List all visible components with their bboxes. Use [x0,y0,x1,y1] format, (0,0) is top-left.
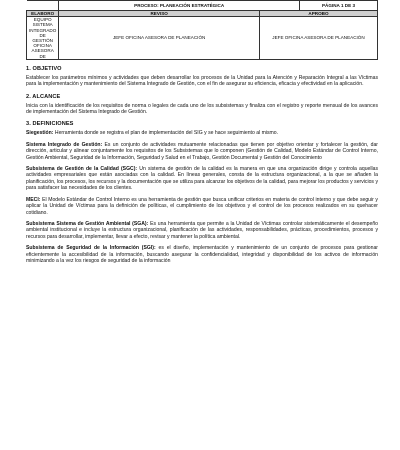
alcance-text: Inicia con la identificación de los requisitos de norma o legales de cada uno de los subsistemas y finaliza con el registro y reporte mensual de los avances de implementación del Sistema Integrado de Gestión. [26,102,378,116]
document-header-table [26,0,378,60]
definition-item [26,142,378,161]
header-blank-cell [27,1,59,11]
definition-text: Es una herramienta que permite a la Unidad de Víctimas controlar sistemáticamente el desempeño ambiental institucional e incluye la estructura organizacional, planificación de las actividades, responsabilidades, prácticas, procedimientos, procesos y recursos para desarrollar, implementar, llevar a efecto, revisar y mantener la política ambiental. [26,220,378,240]
definition-text: Herramienta donde se registra el plan de implementación del SIG y se hace seguimiento al mismo. [54,130,278,137]
document-body [26,66,378,265]
page-number: PÁGINA 1 DE 3 [300,1,378,11]
definition-item [26,245,378,264]
name-elaboro: EQUIPO SISTEMA INTEGRADO DE GESTIÓN OFICINA ASESORA DE [27,17,59,60]
section-heading-objetivo: 1. OBJETIVO [26,65,62,72]
process-title: PROCESO: PLANEACIÓN ESTRATÉGICA [59,1,300,11]
definition-term: Subsistema de Seguridad de la Información (SGI): [26,245,156,252]
objetivo-text: Establecer los parámetros mínimos y actividades que deben desarrollar los procesos de la Unidad para la Atención y Reparación Integral a las Víctimas para la implementación y mantenimiento del Sistema Integrado de Gestión, con el fin de asegurar su eficiencia, eficacia y efectividad en la aplicación. [26,74,378,88]
definition-text: El Modelo Estándar de Control Interno es una herramienta de gestión que busca unificar criterios en materia de control interno y que debe seguir y aplicar la Unidad de Víctimas para la definición de políticas, el cumplimiento de los objetivos y el control de los procesos realizados en su quehacer cotidiano. [26,196,378,216]
definition-item [26,221,378,240]
definition-text: es el diseño, implementación y mantenimiento de un conjunto de procesos para gestionar eficientemente la accesibilidad de la información, buscando asegurar la confidencialidad, integridad y disponibilidad de los activos de información minimizando a la vez los riesgos de seguridad de la información [26,245,378,264]
definition-item [26,197,378,216]
definition-term: Siegestión: [26,130,54,137]
definition-term: MECI: [26,196,41,203]
definition-item [26,166,378,192]
definition-text: Un sistema de gestión de la calidad es la manera en que una organización dirige y controla aquellas actividades empresariales que están asociadas con la calidad. En líneas generales, consta de la estructura organizacional, a la que se añaden la planificación, los procesos, los recursos y la documentación que se utiliza para alcanzar los objetivos de la calidad, para mejorar los productos y servicios y para satisfacer las necesidades de los clientes. [26,166,379,192]
definition-term: Sistema Integrado de Gestión: [26,141,103,148]
name-aprobo: JEFE OFICINA ASESORA DE PLANEACIÓN [259,17,377,60]
section-heading-alcance: 2. ALCANCE [26,93,61,100]
section-heading-definiciones: 3. DEFINICIONES [26,121,74,128]
role-elaboro: ELABORO [27,11,59,17]
role-aprobo: APROBO [259,11,377,17]
definition-term: Subsistema Sistema de Gestión Ambiental (SGA): [26,220,149,227]
definition-text: Es un conjunto de actividades mutuamente relacionadas que tienen por objetivo orientar y fortalecer la gestión, dar dirección, articular y alinear conjuntamente los requisitos de los Subsistemas que lo componen (Gestión de Calidad, Modelo Estándar de Control Interno, Gestión Ambiental, Seguridad de la Información, Seguridad y Salud en el Trabajo, Gestión Documental y Gestión del Conocimiento [26,141,378,161]
definition-item [26,130,378,136]
role-reviso: REVISO [59,11,260,17]
name-reviso: JEFE OFICINA ASESORA DE PLANEACIÓN [59,17,260,60]
definition-term: Subsistema de Gestión de la Calidad (SGC): [26,166,138,173]
